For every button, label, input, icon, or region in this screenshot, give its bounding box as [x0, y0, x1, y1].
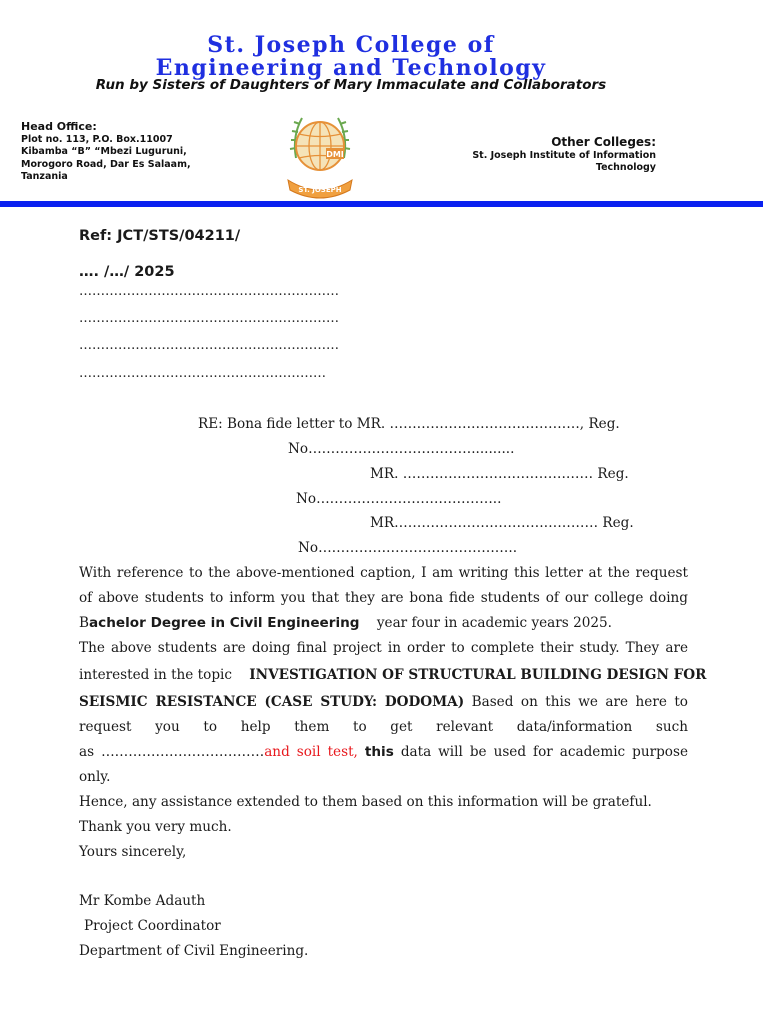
request-word: help — [240, 719, 271, 735]
head-office-line: Plot no. 113, P.O. Box.11007 — [21, 134, 173, 145]
other-colleges-line: Technology — [595, 162, 656, 173]
address-line: …………………………………………………… — [79, 311, 339, 326]
header-divider — [0, 201, 763, 207]
request-word: request — [79, 719, 132, 735]
request-word: to — [203, 719, 218, 735]
body-line-degree — [79, 615, 688, 631]
topic-title-part2: SEISMIC RESISTANCE (CASE STUDY: DODOMA) — [79, 694, 465, 710]
body-line-topic — [79, 667, 707, 683]
other-colleges-heading: Other Colleges: — [551, 135, 656, 149]
body-line-soil — [79, 744, 688, 760]
this-bold: this — [364, 744, 394, 760]
request-word: relevant — [436, 719, 494, 735]
other-colleges-line: St. Joseph Institute of Information — [472, 150, 656, 161]
head-office-line: Kibamba “B” “Mbezi Luguruni, — [21, 146, 187, 158]
request-word: you — [155, 719, 180, 735]
degree-year: year four in academic years 2025. — [376, 615, 612, 631]
soil-tail: data will be used for academic purpose — [400, 744, 689, 760]
closing-line: Yours sincerely, — [79, 844, 187, 860]
signatory-department: Department of Civil Engineering. — [79, 943, 309, 959]
soil-lead: as ……………………………… — [79, 744, 265, 760]
request-word: to — [352, 719, 367, 735]
re-line: RE: Bona fide letter to MR. ……………………………………, Reg. — [198, 416, 620, 432]
body-line: With reference to the above-mentioned caption, I am writing this letter at the request — [79, 565, 688, 581]
body-line-topic — [79, 694, 688, 710]
re-line: No…………………………………….. — [298, 540, 518, 556]
request-word: get — [390, 719, 413, 735]
thanks-line: Thank you very much. — [79, 819, 232, 835]
reference-number: Ref: JCT/STS/04211/ — [79, 228, 241, 244]
head-office-heading: Head Office: — [21, 120, 97, 133]
signatory-name: Mr Kombe Adauth — [79, 893, 206, 909]
college-logo-icon — [282, 106, 358, 204]
topic-tail: Based on this we are here to — [471, 694, 688, 710]
re-line: No………………………………….. — [296, 491, 502, 507]
body-line: only. — [79, 769, 111, 785]
body-line: Hence, any assistance extended to them based on this information will be grateful. — [79, 794, 652, 810]
college-tagline: Run by Sisters of Daughters of Mary Immaculate and Collaborators — [95, 77, 607, 93]
logo-emblem-text: DMI — [326, 150, 344, 159]
letter-date: …. /…/ 2025 — [79, 264, 175, 280]
topic-title-part1: INVESTIGATION OF STRUCTURAL BUILDING DESIGN FOR — [249, 667, 707, 683]
address-line: ………………………………………………… — [79, 366, 326, 381]
other-colleges — [446, 135, 656, 175]
re-line: MR. …………………………………… Reg. — [370, 466, 629, 482]
body-line: The above students are doing final project in order to complete their study. They are — [79, 640, 688, 656]
re-line: No……………………………….......... — [288, 441, 515, 457]
head-office-line: Morogoro Road, Dar Es Salaam, — [21, 158, 191, 170]
request-word: such — [655, 719, 688, 735]
degree-name: achelor Degree in Civil Engineering — [89, 615, 360, 631]
signatory-title: Project Coordinator — [84, 918, 221, 934]
head-office-line: Tanzania — [21, 170, 68, 182]
address-line: …………………………………………………… — [79, 284, 339, 299]
request-word: data/information — [516, 719, 633, 735]
logo-ribbon-text: ST. JOSEPH — [298, 186, 342, 194]
head-office-address — [21, 120, 231, 186]
soil-test-highlight: and soil test, — [264, 744, 358, 760]
degree-initial: B — [79, 615, 89, 631]
body-line-request — [79, 719, 688, 735]
body-line: of above students to inform you that they are bona fide students of our college doing — [79, 590, 688, 606]
college-name-line2: Engineering and Technology — [155, 55, 547, 81]
re-line: MR……………………………………… Reg. — [370, 515, 634, 531]
request-word: them — [294, 719, 330, 735]
topic-lead: interested in the topic — [79, 667, 232, 683]
college-name-line1: St. Joseph College of — [207, 32, 495, 58]
address-line: …………………………………………………… — [79, 338, 339, 353]
